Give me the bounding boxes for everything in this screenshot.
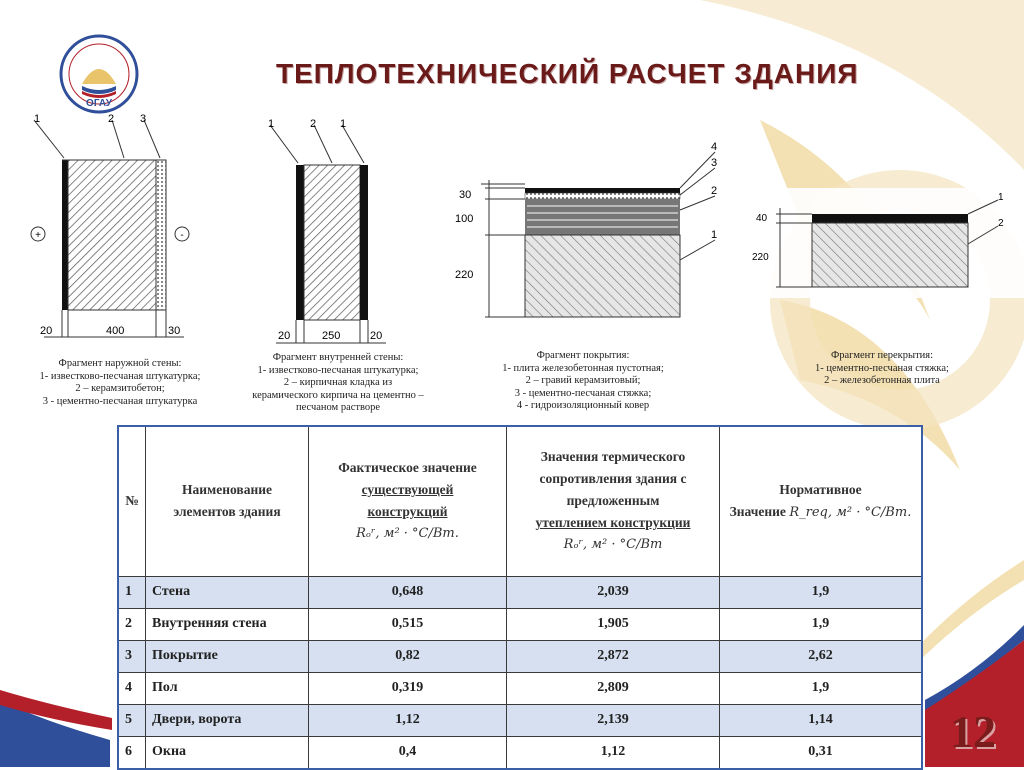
roof-caption [478,350,688,413]
table-row [118,736,922,769]
page-title: ТЕПЛОТЕХНИЧЕСКИЙ РАСЧЕТ ЗДАНИЯ [276,58,859,89]
header-norm-word: Значение [729,503,786,519]
outer-wall-dim-3: 30 [168,325,181,337]
row-fact: 0,82 [309,640,507,672]
table-row [118,640,922,672]
row-normative: 2,62 [720,640,923,672]
row-normative: 1,9 [720,672,923,704]
row-num: 6 [118,736,146,769]
header-prop-line: сопротивления здания с [539,471,687,487]
caption-line: 2 – железобетонная плита [824,375,940,386]
header-fact [309,426,507,576]
row-name: Стена [146,576,309,608]
row-normative: 0,31 [720,736,923,769]
header-prop-line: Значения термического [540,449,686,465]
row-num: 5 [118,704,146,736]
outer-wall-label-1: 1 [34,113,41,125]
inner-wall-label-1: 1 [268,118,275,130]
outer-wall-diagram [24,112,214,347]
header-normative [720,426,923,576]
header-fact-formula: Rₒʳ, м² · °С/Вт. [356,526,459,542]
caption-line: Фрагмент наружной стены: [58,358,182,369]
row-normative: 1,14 [720,704,923,736]
row-proposed: 2,872 [507,640,720,672]
table-row [118,608,922,640]
row-proposed: 1,12 [507,736,720,769]
caption-line: 3 - цементно-песчаная штукатурка [42,395,198,407]
caption-line: 2 – гравий керамзитовый; [525,375,641,386]
row-fact: 1,12 [309,704,507,736]
inner-wall-dim-3: 20 [370,330,383,342]
table-row [118,672,922,704]
caption-line: Фрагмент перекрытия: [830,350,934,361]
row-name: Покрытие [146,640,309,672]
header-fact-line: конструкций [367,504,448,520]
outer-wall-plus-mark: + [35,230,41,241]
row-proposed: 2,039 [507,576,720,608]
header-fact-line: Фактическое значение [338,460,477,476]
roof-label-2: 2 [711,185,718,197]
outer-wall-label-2: 2 [108,113,115,125]
header-norm-line: Нормативное [779,481,862,497]
inner-wall-label-3: 1 [340,118,347,130]
row-name: Внутренняя стена [146,608,309,640]
row-proposed: 2,139 [507,704,720,736]
header-name-line: элементов здания [173,504,281,520]
outer-wall-label-3: 3 [140,113,147,125]
row-fact: 0,648 [309,576,507,608]
outer-wall-dim-2: 400 [106,325,125,337]
caption-line: 2 – кирпичная кладка из [283,377,393,388]
header-prop-line: предложенным [566,493,660,509]
university-logo [52,34,146,114]
roof-label-4: 4 [711,141,718,153]
floor-slab-caption [792,350,972,388]
outer-wall-dim-1: 20 [40,325,53,337]
table-row [118,576,922,608]
header-name-line: Наименование [182,482,272,498]
row-name: Двери, ворота [146,704,309,736]
header-name [146,426,309,576]
inner-wall-dim-1: 20 [278,330,291,342]
inner-wall-dim-2: 250 [322,330,341,342]
inner-wall-caption [228,352,448,415]
caption-line: Фрагмент внутренней стены: [272,352,404,363]
row-num: 3 [118,640,146,672]
table-row [118,704,922,736]
thermal-resistance-table [117,425,923,770]
logo-text: ОГАУ [86,98,112,109]
inner-wall-diagram [250,115,400,347]
caption-line: 4 - гидроизоляционный ковер [516,400,650,411]
roof-dim-2: 100 [455,213,474,225]
row-fact: 0,4 [309,736,507,769]
outer-wall-minus-mark: - [180,230,184,241]
roof-diagram [445,140,735,325]
row-name: Пол [146,672,309,704]
row-num: 4 [118,672,146,704]
page-number: 12 [950,706,996,757]
floor-slab-diagram [740,188,1024,298]
row-num: 2 [118,608,146,640]
header-prop-line: утеплением конструкции [535,515,691,531]
header-fact-line: существующей [361,482,454,498]
roof-label-1: 1 [711,229,718,241]
caption-line: 1- известково-песчаная штукатурка; [39,370,201,382]
roof-dim-3: 220 [455,269,474,281]
header-norm-line [726,501,915,524]
row-normative: 1,9 [720,576,923,608]
outer-wall-caption [20,358,220,408]
row-num: 1 [118,576,146,608]
roof-dim-1: 30 [459,189,472,201]
header-proposed [507,426,720,576]
row-fact: 0,515 [309,608,507,640]
caption-line: 1- плита железобетонная пустотная; [502,362,664,374]
floor-dim-2: 220 [752,252,769,263]
caption-line: керамического кирпича на цементно – [252,389,424,401]
header-norm-formula: R_req, м² · °С/Вт. [789,504,912,520]
caption-line: 1- цементно-песчаная стяжка; [815,362,949,374]
floor-label-2: 2 [998,218,1004,229]
caption-line: 2 – керамзитобетон; [75,383,165,394]
row-fact: 0,319 [309,672,507,704]
roof-label-3: 3 [711,157,718,169]
caption-line: 3 - цементно-песчаная стяжка; [514,387,652,399]
row-name: Окна [146,736,309,769]
floor-label-1: 1 [998,192,1004,203]
floor-dim-1: 40 [756,213,768,224]
header-num: № [118,426,146,576]
row-proposed: 2,809 [507,672,720,704]
caption-line: песчаном растворе [295,402,381,413]
row-proposed: 1,905 [507,608,720,640]
caption-line: 1- известково-песчаная штукатурка; [257,364,419,376]
caption-line: Фрагмент покрытия: [536,350,630,361]
header-prop-formula: Rₒʳ, м² · °С/Вт [563,537,663,553]
table-header-row [118,426,922,576]
inner-wall-label-2: 2 [310,118,317,130]
row-normative: 1,9 [720,608,923,640]
